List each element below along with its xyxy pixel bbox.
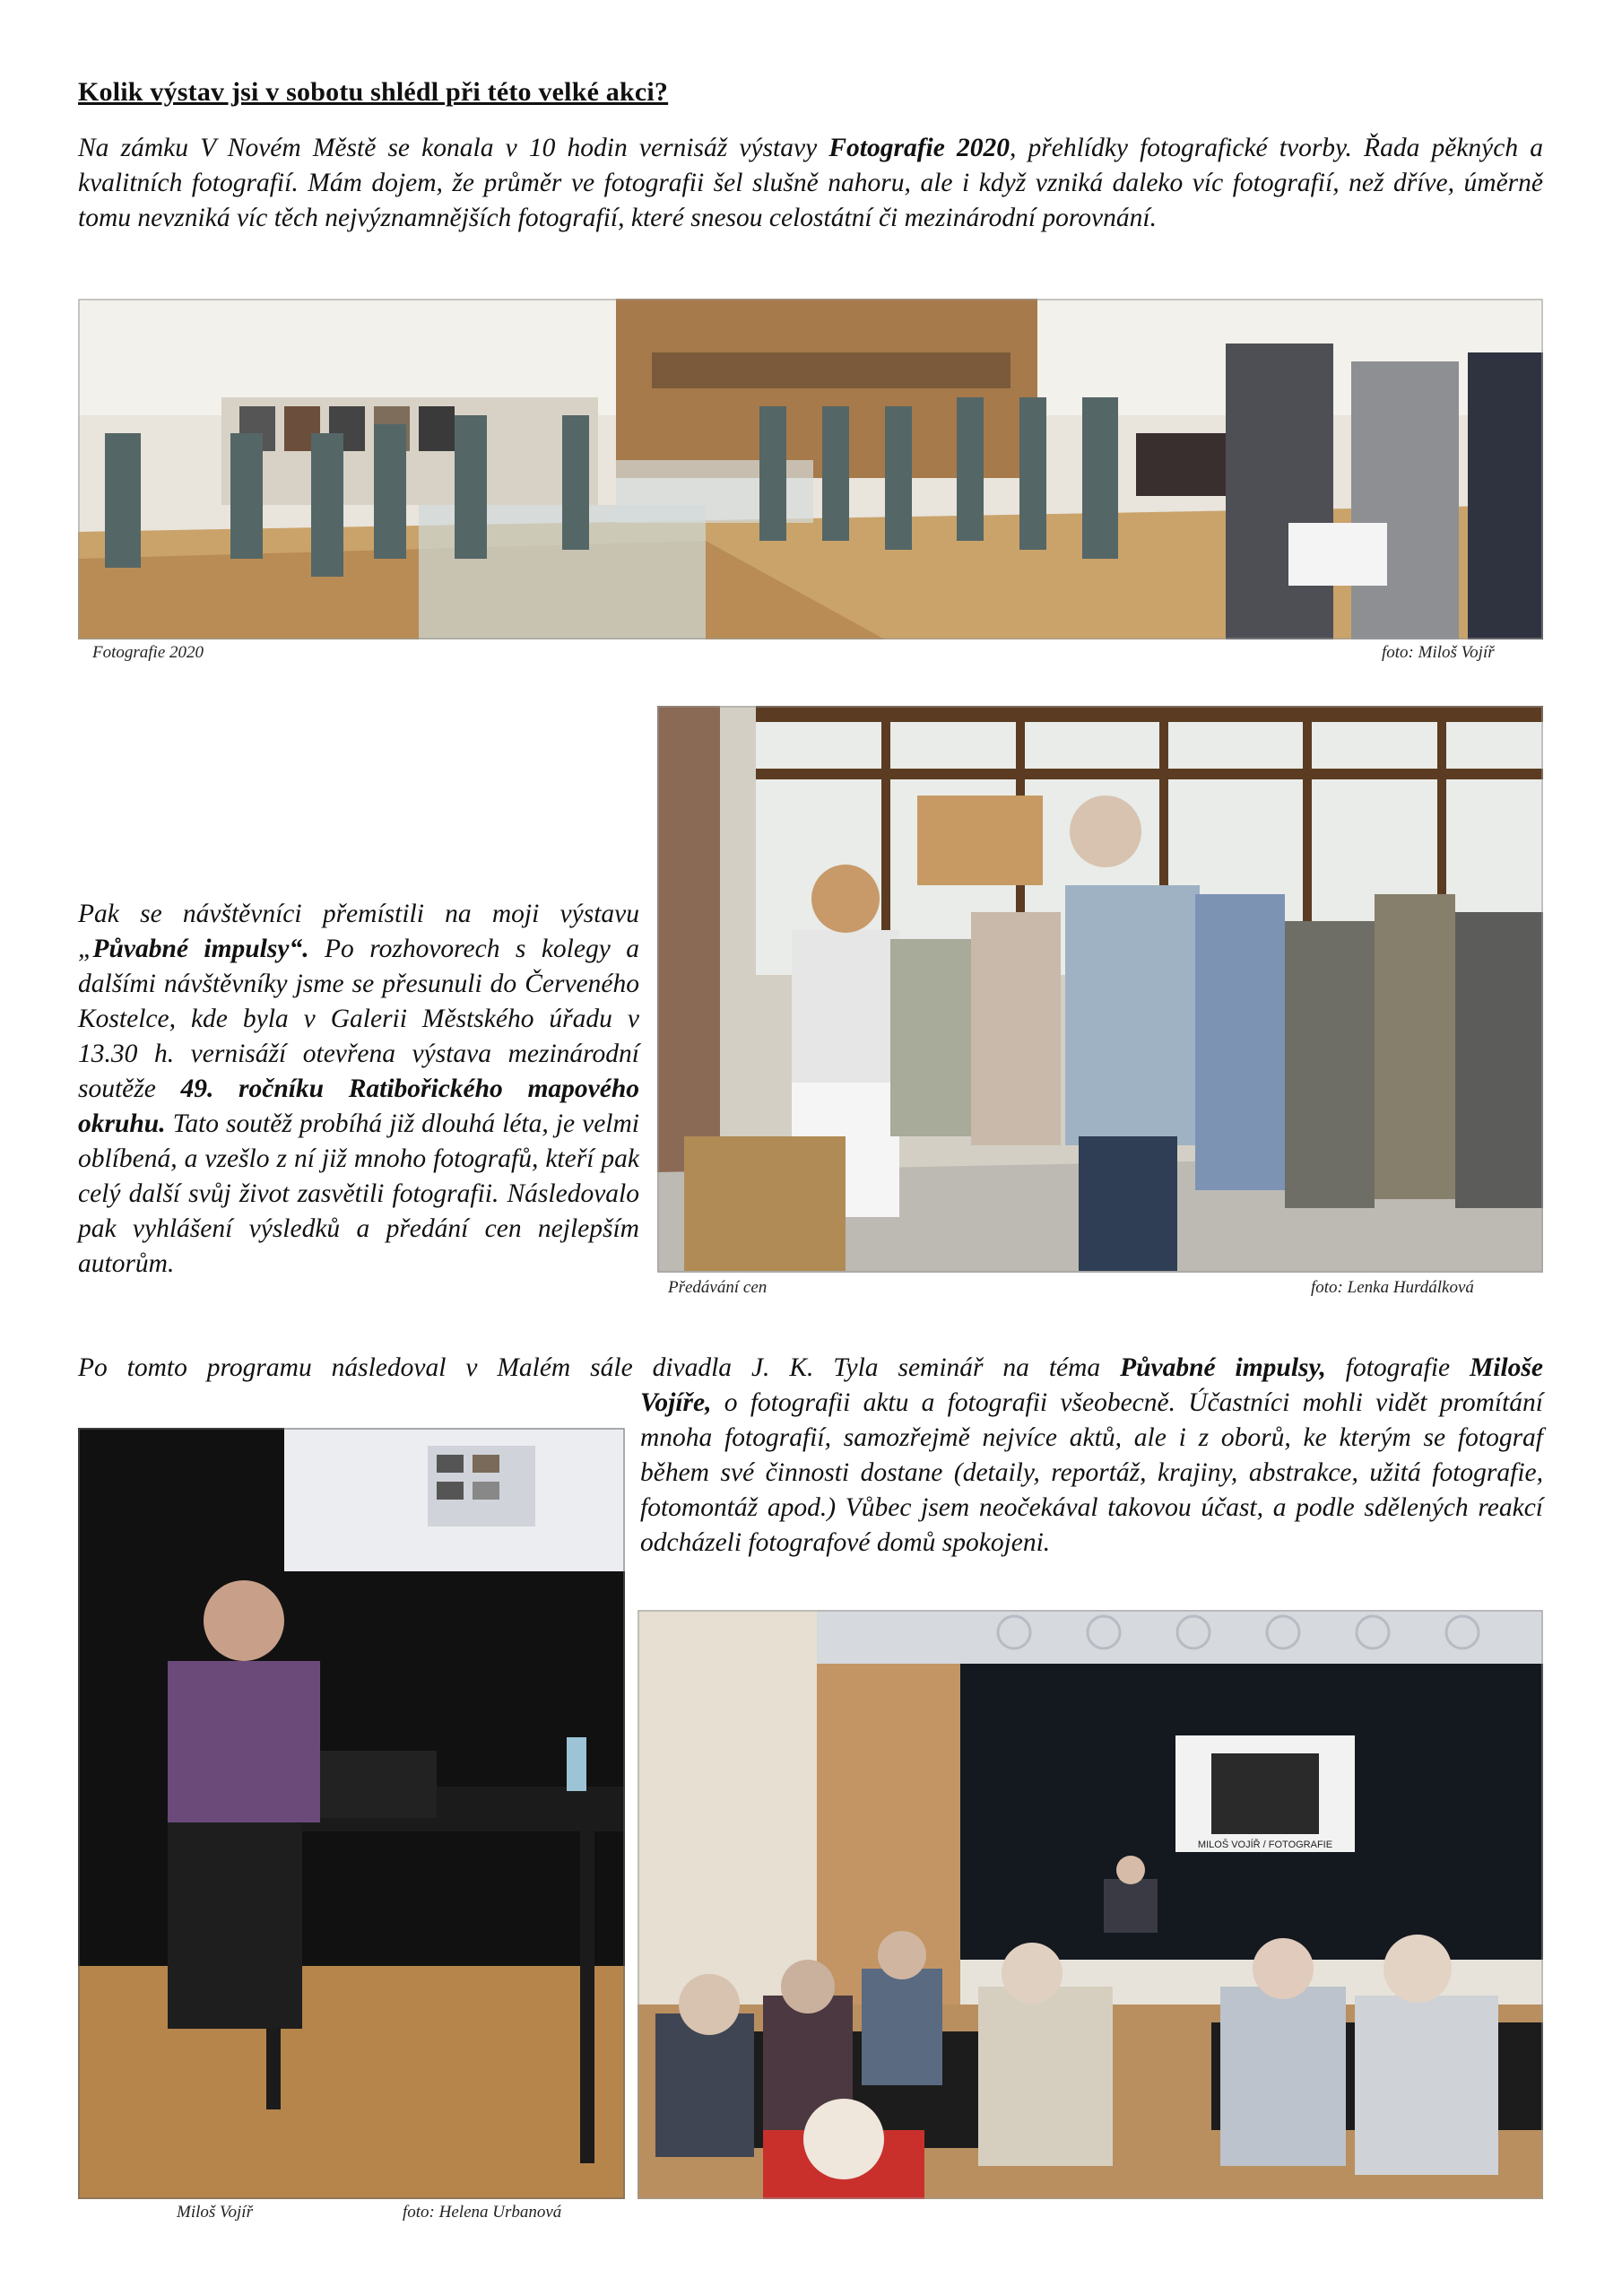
bottom-lead-text: Po tomto programu následoval v Malém sále divadla J. K. Tyla seminář na téma	[78, 1353, 1121, 1382]
bottom-text-1: fotografie	[1325, 1353, 1470, 1382]
article-heading: Kolik výstav jsi v sobotu shlédl při této velké akci?	[78, 77, 669, 107]
photo-speaker	[78, 1428, 625, 2199]
intro-text-1: Na zámku V Novém Městě se konala v 10 hodin vernisáž výstavy	[78, 134, 829, 162]
intro-paragraph	[78, 131, 1543, 236]
bottom-bold-title: Půvabné impulsy,	[1120, 1353, 1326, 1382]
intro-text-2: , přehlídky fotografické tvorby. Řada pěkných a kvalitních fotografií. Mám dojem, že průměr ve fotografii šel slušně nahoru, ale i když vzniká daleko víc fotografií, než dříve, úměrně tomu nevzniká víc těch nejvýznamnějších fotografií, které snesou celostátní či mezinárodní porovnání.	[78, 134, 1544, 232]
photo-seminar-audience	[638, 1610, 1543, 2199]
photo1-credit: foto: Miloš Vojíř	[1382, 643, 1495, 662]
photo3-credit: foto: Helena Urbanová	[403, 2203, 562, 2222]
middle-text-3: Tato soutěž probíhá již dlouhá léta, je velmi oblíbená, a vzešlo z ní již mnoho fotografů, kteří pak celý další svůj život zasvětili fotografii. Následovalo pak vyhlášení výsledků a předání cen nejlepším autorům.	[78, 1109, 639, 1278]
bottom-text-2: o fotografii aktu a fotografii všeobecně. Účastníci mohli vidět promítání mnoha fotografií, samozřejmě nejvíce aktů, ale i z oborů, ke kterým se fotograf během své činnosti dostane (detaily, reportáž, krajiny, abstrakce, užitá fotografie, fotomontáž apod.) Vůbec jsem neočekával takovou účast, a podle sdělených reakcí odcházeli fotografové domů spokojeni.	[640, 1388, 1543, 1557]
photo1-caption: Fotografie 2020	[92, 643, 204, 662]
middle-paragraph	[78, 897, 639, 1282]
middle-text-2: Po rozhovorech s kolegy a dalšími návštěvníky jsme se přesunuli do Červeného Kostelce, kde byla v Galerii Městského úřadu v 13.30 h. vernisáží otevřena výstava mezinárodní soutěže	[78, 935, 639, 1103]
bottom-bold-name: Miloše	[1470, 1353, 1544, 1382]
seminar-screen-text: MILOŠ VOJÍŘ / FOTOGRAFIE	[1197, 1839, 1333, 1850]
bottom-paragraph-lead	[78, 1351, 1543, 1386]
bottom-paragraph-body	[640, 1386, 1543, 1561]
middle-bold-title: Půvabné impulsy“.	[92, 935, 309, 963]
photo3-caption: Miloš Vojíř	[177, 2203, 253, 2222]
intro-bold-title: Fotografie 2020	[828, 134, 1010, 162]
bottom-bold-surname: Vojíře,	[640, 1388, 712, 1417]
photo-award-handover	[657, 706, 1543, 1273]
middle-bold-contest: 49. ročníku Ratibořického mapového okruhu.	[78, 1074, 639, 1138]
photo-exhibition-panorama	[78, 299, 1543, 639]
photo2-caption: Předávání cen	[668, 1278, 768, 1297]
middle-text-1: Pak se návštěvníci přemístili na moji výstavu „	[78, 900, 639, 963]
photo2-credit: foto: Lenka Hurdálková	[1311, 1278, 1474, 1297]
